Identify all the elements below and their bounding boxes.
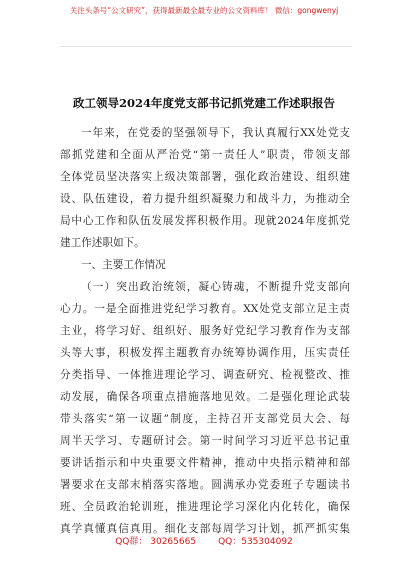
body-line: 主业，将学习好、组织好、服务好党纪学习教育作为支部 xyxy=(60,325,350,337)
body-line: 班、全员政治轮训班，推进理论学习深化内化转化，确保 xyxy=(60,501,350,513)
document-body xyxy=(60,122,350,540)
qq-group-number: QQ群： 30265665 xyxy=(115,537,197,547)
body-line: 要讲话指示和中央重要文件精神，推动中央指示精神和部 xyxy=(60,457,350,469)
body-line: 设、队伍建设，着力提升组织凝聚力和战斗力，为推动全 xyxy=(60,193,350,205)
body-line: 分类指导、一体推进理论学习、调查研究、检视整改、推 xyxy=(60,369,350,381)
header-divider xyxy=(60,46,352,47)
body-line: 全体党员坚决落实上级决策部署，强化政治建设、组织建 xyxy=(60,171,350,183)
qq-number: QQ：535304092 xyxy=(218,537,293,547)
body-line: 头等大事，积极发挥主题教育办统筹协调作用，压实责任 xyxy=(60,347,350,359)
body-line: 部抓党建和全面从严治党“第一责任人”职责，带领支部 xyxy=(60,149,350,161)
body-line: 带头落实“第一议题”制度，主持召开支部党员大会、每 xyxy=(60,413,350,425)
footer-banner xyxy=(0,536,408,548)
body-line: 署要求在支部末梢落实落地。圆满承办党委班子专题读书 xyxy=(60,479,350,491)
document-title: 政工领导2024年度党支部书记抓党建工作述职报告 xyxy=(72,96,335,110)
body-line: 心力。一是全面推进党纪学习教育。XX处党支部立足主责 xyxy=(60,303,350,315)
subsection-heading: （一）突出政治统领，凝心铸魂，不断提升党支部向 xyxy=(81,281,350,293)
body-line: 一年来，在党委的坚强领导下，我认真履行XX处党支 xyxy=(81,127,350,139)
section-heading: 一、主要工作情况 xyxy=(81,259,166,271)
header-banner: 关注头条号“公文研究”，获得最新最全最专业的公文资料库！ 微信：gongwenyj xyxy=(69,6,339,15)
body-line: 周半天学习、专题研讨会。第一时间学习习近平总书记重 xyxy=(60,435,350,447)
body-line: 真学真懂真信真用。细化支部每周学习计划，抓严抓实集 xyxy=(60,523,350,535)
body-line: 局中心工作和队伍发展发挥积极作用。现就2024年度抓党 xyxy=(60,215,350,227)
body-line: 建工作述职如下。 xyxy=(60,237,145,249)
body-line: 动发展，确保各项重点措施落地见效。二是强化理论武装 xyxy=(60,391,350,403)
